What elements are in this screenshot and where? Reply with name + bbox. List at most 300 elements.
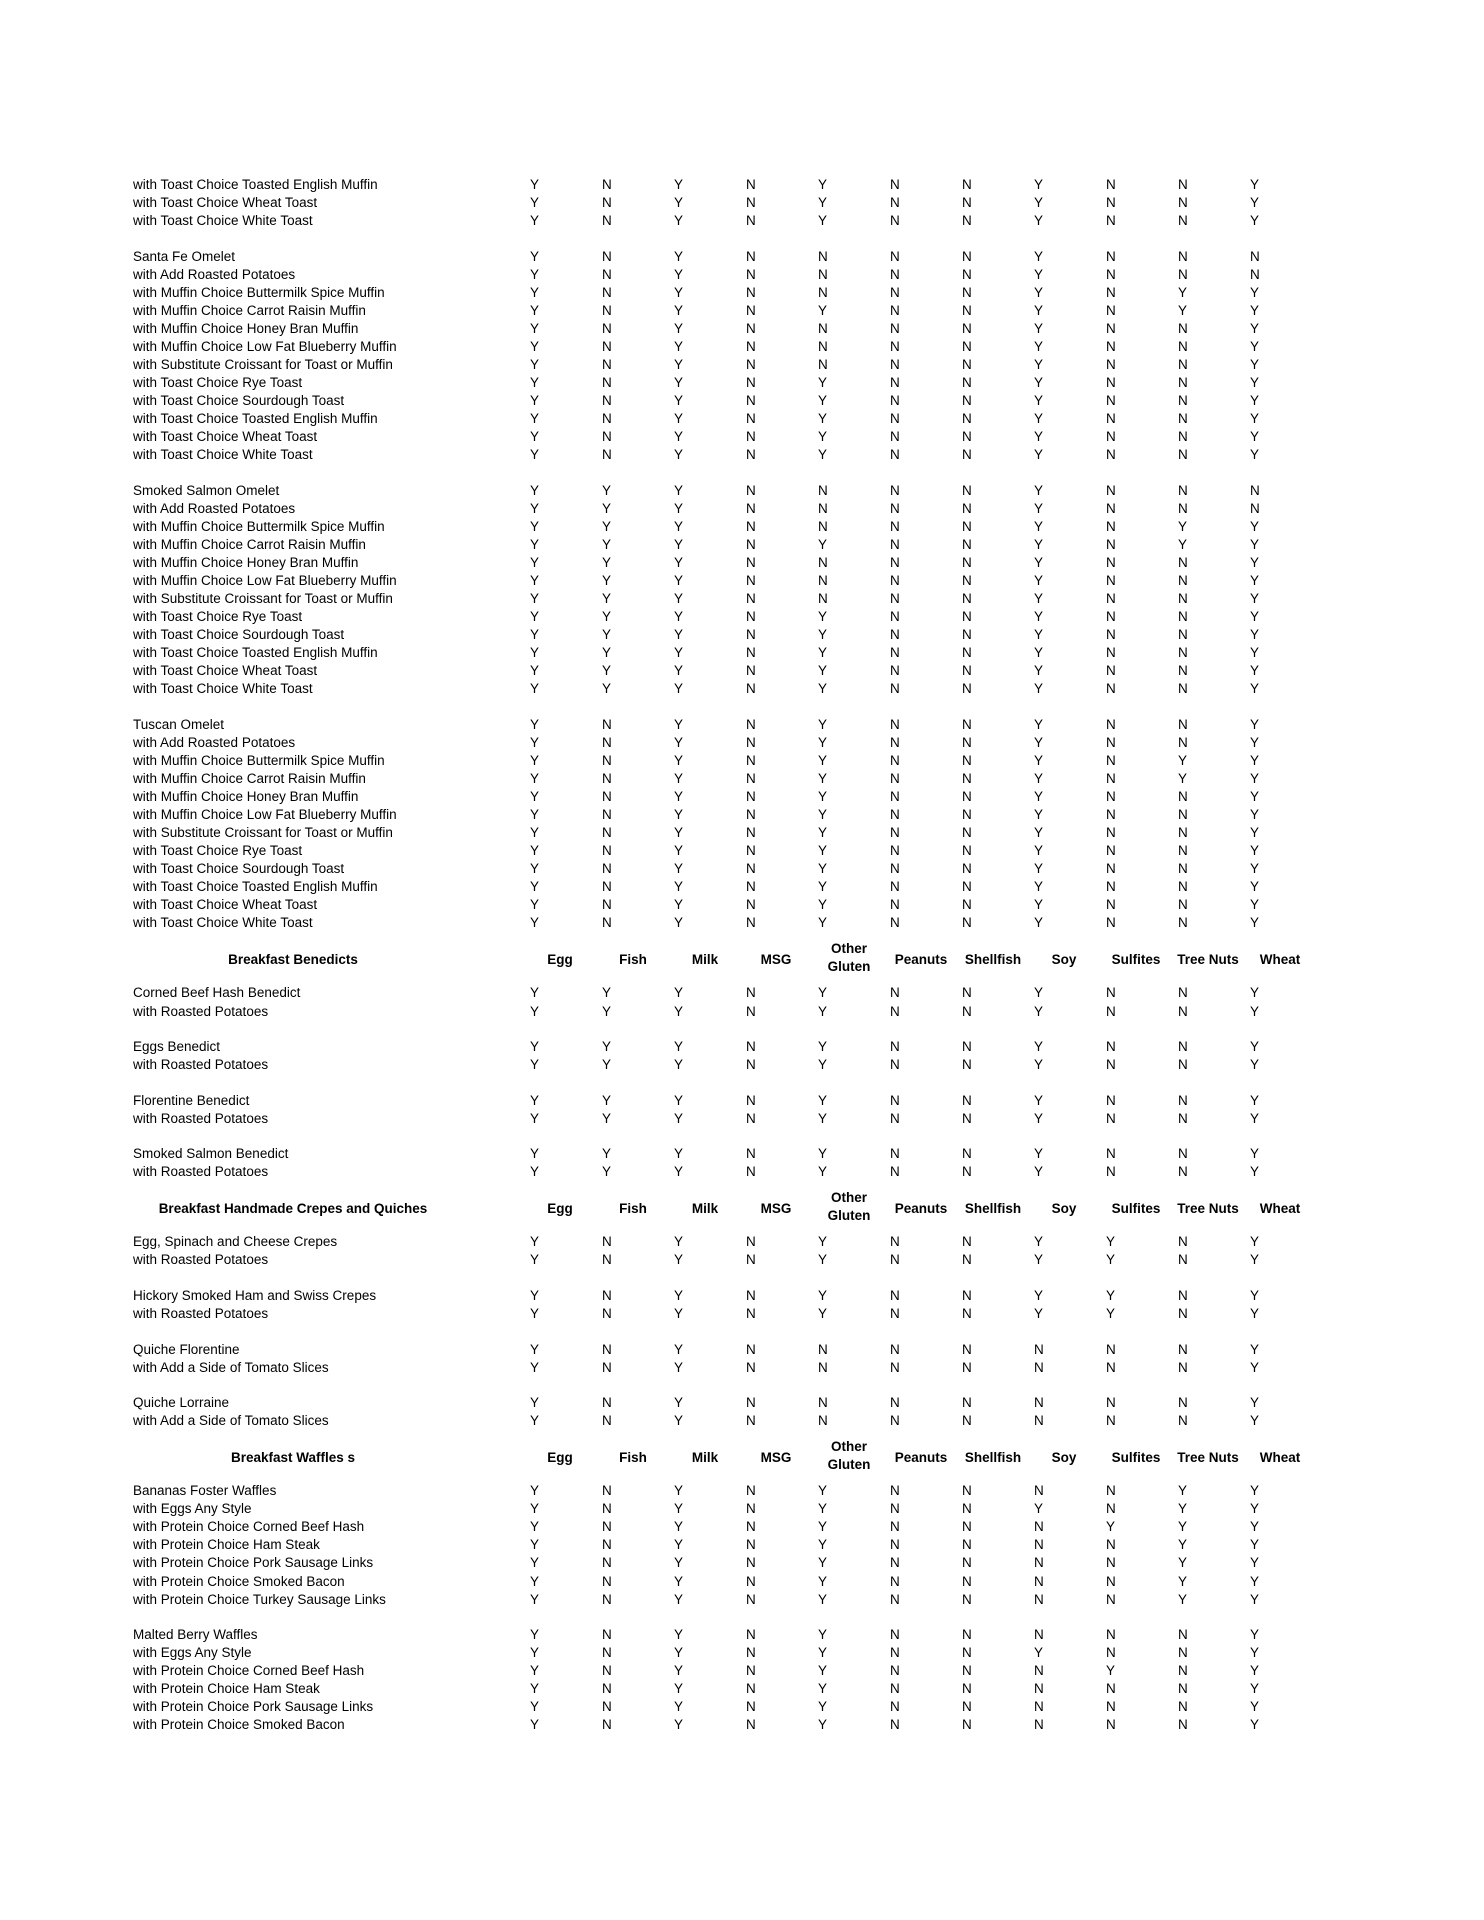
cell-egg: Y [530, 1110, 540, 1126]
cell-fish: Y [602, 500, 612, 516]
cell-milk: Y [674, 1555, 684, 1571]
cell-peanuts: N [890, 861, 900, 877]
cell-peanuts: N [890, 1501, 900, 1517]
cell-shellfish: N [962, 1681, 972, 1697]
cell-other-gluten: Y [818, 1537, 828, 1553]
cell-tree-nuts: N [1178, 915, 1188, 931]
cell-shellfish: N [962, 861, 972, 877]
cell-shellfish: N [962, 843, 972, 859]
cell-msg: N [746, 1341, 756, 1357]
cell-egg: Y [530, 248, 540, 264]
cell-wheat: Y [1250, 663, 1260, 679]
cell-egg: Y [530, 734, 540, 750]
cell-wheat: Y [1250, 807, 1260, 823]
cell-shellfish: N [962, 1252, 972, 1268]
cell-wheat: Y [1250, 429, 1260, 445]
cell-egg: Y [530, 518, 540, 534]
cell-msg: N [746, 1483, 756, 1499]
cell-other-gluten: Y [818, 195, 828, 211]
cell-milk: Y [674, 1663, 684, 1679]
cell-peanuts: N [890, 213, 900, 229]
cell-msg: N [746, 1039, 756, 1054]
cell-tree-nuts: N [1178, 1681, 1188, 1697]
item-label: with Toast Choice Wheat Toast [133, 429, 318, 445]
cell-sulfites: N [1106, 1717, 1116, 1733]
cell-other-gluten: Y [818, 752, 828, 768]
cell-shellfish: N [962, 771, 972, 786]
cell-milk: Y [674, 645, 684, 661]
item-label: with Roasted Potatoes [133, 1164, 269, 1180]
cell-peanuts: N [890, 518, 900, 534]
item-label: with Muffin Choice Honey Bran Muffin [133, 320, 359, 336]
cell-soy: N [1034, 1341, 1044, 1357]
cell-egg: Y [530, 302, 540, 318]
cell-msg: N [746, 1287, 756, 1303]
cell-tree-nuts: N [1178, 879, 1188, 895]
cell-sulfites: N [1106, 1699, 1116, 1715]
cell-sulfites: Y [1106, 1306, 1116, 1321]
cell-milk: Y [674, 807, 684, 823]
cell-other-gluten: Y [818, 411, 828, 427]
cell-sulfites: N [1106, 807, 1116, 823]
cell-wheat: Y [1250, 1003, 1260, 1019]
cell-egg: Y [530, 879, 540, 895]
cell-msg: N [746, 1057, 756, 1073]
cell-fish: N [602, 1234, 612, 1250]
cell-msg: N [746, 1092, 756, 1108]
cell-sulfites: N [1106, 1681, 1116, 1697]
cell-wheat: Y [1250, 1395, 1260, 1411]
table-row [0, 1536, 1484, 1554]
cell-milk: Y [674, 825, 684, 841]
cell-peanuts: N [890, 1039, 900, 1054]
item-label: with Toast Choice Rye Toast [133, 609, 303, 625]
cell-soy: N [1034, 1681, 1044, 1697]
item-label: with Protein Choice Turkey Sausage Links [133, 1591, 386, 1607]
cell-msg: N [746, 338, 756, 354]
section-header [0, 940, 1484, 980]
cell-peanuts: N [890, 357, 900, 372]
cell-tree-nuts: N [1178, 1146, 1188, 1162]
cell-egg: Y [530, 500, 540, 516]
cell-soy: N [1034, 1537, 1044, 1553]
cell-other-gluten: Y [818, 861, 828, 877]
cell-sulfites: N [1106, 248, 1116, 264]
cell-shellfish: N [962, 1663, 972, 1679]
cell-peanuts: N [890, 1110, 900, 1126]
cell-soy: Y [1034, 897, 1044, 913]
cell-fish: Y [602, 555, 612, 570]
cell-msg: N [746, 518, 756, 534]
item-label: with Toast Choice White Toast [133, 915, 313, 931]
cell-shellfish: N [962, 411, 972, 427]
cell-milk: Y [674, 357, 684, 372]
cell-msg: N [746, 1555, 756, 1571]
cell-fish: N [602, 1287, 612, 1303]
table-row [0, 1092, 1484, 1110]
cell-wheat: Y [1250, 1681, 1260, 1697]
column-header-peanuts: Peanuts [894, 1450, 948, 1466]
cell-tree-nuts: N [1178, 663, 1188, 679]
cell-msg: N [746, 393, 756, 409]
cell-wheat: Y [1250, 1483, 1260, 1499]
cell-tree-nuts: N [1178, 555, 1188, 570]
item-label: with Protein Choice Smoked Bacon [133, 1573, 345, 1589]
section-title: Breakfast Handmade Crepes and Quiches [158, 1201, 428, 1217]
cell-sulfites: N [1106, 1483, 1116, 1499]
cell-shellfish: N [962, 985, 972, 1001]
cell-msg: N [746, 985, 756, 1001]
cell-tree-nuts: N [1178, 177, 1188, 192]
cell-milk: Y [674, 879, 684, 895]
cell-msg: N [746, 536, 756, 552]
column-header-msg: MSG [760, 952, 792, 968]
cell-other-gluten: Y [818, 825, 828, 841]
item-label: with Muffin Choice Low Fat Blueberry Muffin [133, 338, 397, 354]
cell-other-gluten: Y [818, 645, 828, 661]
cell-tree-nuts: N [1178, 1717, 1188, 1733]
column-header-wheat: Wheat [1259, 1450, 1301, 1466]
cell-fish: N [602, 177, 612, 192]
table-row [0, 302, 1484, 320]
cell-peanuts: N [890, 1681, 900, 1697]
cell-fish: N [602, 734, 612, 750]
table-row [0, 1287, 1484, 1305]
cell-peanuts: N [890, 1287, 900, 1303]
cell-egg: Y [530, 716, 540, 732]
cell-milk: Y [674, 1483, 684, 1499]
column-header-sulfites: Sulfites [1111, 952, 1161, 968]
table-row [0, 788, 1484, 806]
cell-msg: N [746, 843, 756, 859]
cell-other-gluten: N [818, 357, 828, 372]
cell-soy: Y [1034, 771, 1044, 786]
cell-soy: Y [1034, 985, 1044, 1001]
cell-soy: Y [1034, 1164, 1044, 1180]
cell-wheat: Y [1250, 825, 1260, 841]
item-label: with Muffin Choice Honey Bran Muffin [133, 789, 359, 804]
cell-other-gluten: Y [818, 429, 828, 445]
cell-fish: N [602, 1717, 612, 1733]
cell-wheat: Y [1250, 1627, 1260, 1643]
cell-milk: Y [674, 500, 684, 516]
cell-soy: N [1034, 1627, 1044, 1643]
column-header-milk: Milk [691, 952, 719, 968]
cell-soy: N [1034, 1699, 1044, 1715]
cell-wheat: Y [1250, 302, 1260, 318]
cell-msg: N [746, 429, 756, 445]
cell-fish: N [602, 861, 612, 877]
cell-wheat: Y [1250, 357, 1260, 372]
cell-sulfites: N [1106, 752, 1116, 768]
item-label: with Toast Choice Toasted English Muffin [133, 879, 378, 895]
column-header-peanuts: Peanuts [894, 1201, 948, 1217]
cell-tree-nuts: Y [1178, 536, 1188, 552]
cell-tree-nuts: N [1178, 645, 1188, 661]
cell-fish: N [602, 879, 612, 895]
cell-sulfites: N [1106, 879, 1116, 895]
cell-fish: N [602, 1395, 612, 1411]
cell-wheat: Y [1250, 1413, 1260, 1429]
cell-sulfites: Y [1106, 1252, 1116, 1268]
cell-sulfites: N [1106, 1110, 1116, 1126]
cell-egg: Y [530, 1146, 540, 1162]
cell-peanuts: N [890, 915, 900, 931]
cell-shellfish: N [962, 555, 972, 570]
cell-wheat: Y [1250, 573, 1260, 588]
cell-tree-nuts: N [1178, 825, 1188, 841]
cell-peanuts: N [890, 627, 900, 643]
cell-peanuts: N [890, 500, 900, 516]
cell-milk: Y [674, 609, 684, 625]
cell-tree-nuts: N [1178, 1252, 1188, 1268]
cell-fish: Y [602, 518, 612, 534]
cell-msg: N [746, 213, 756, 229]
cell-soy: N [1034, 1395, 1044, 1411]
cell-egg: Y [530, 1252, 540, 1268]
cell-soy: N [1034, 1519, 1044, 1535]
cell-msg: N [746, 500, 756, 516]
cell-fish: N [602, 716, 612, 732]
cell-shellfish: N [962, 320, 972, 336]
column-header-soy: Soy [1051, 1201, 1077, 1217]
table-row [0, 1680, 1484, 1698]
cell-msg: N [746, 627, 756, 643]
cell-milk: Y [674, 716, 684, 732]
cell-egg: Y [530, 1092, 540, 1108]
cell-peanuts: N [890, 1234, 900, 1250]
cell-peanuts: N [890, 771, 900, 786]
cell-egg: Y [530, 645, 540, 661]
cell-wheat: Y [1250, 320, 1260, 336]
table-row [0, 1341, 1484, 1359]
cell-fish: Y [602, 1146, 612, 1162]
cell-egg: Y [530, 482, 540, 498]
cell-fish: N [602, 1645, 612, 1661]
cell-wheat: Y [1250, 447, 1260, 463]
cell-other-gluten: Y [818, 1645, 828, 1661]
table-row [0, 1251, 1484, 1269]
cell-egg: Y [530, 338, 540, 354]
cell-soy: Y [1034, 302, 1044, 318]
cell-fish: N [602, 1483, 612, 1499]
cell-wheat: Y [1250, 518, 1260, 534]
cell-shellfish: N [962, 1413, 972, 1429]
cell-egg: Y [530, 627, 540, 643]
cell-wheat: Y [1250, 536, 1260, 552]
table-row [0, 284, 1484, 302]
cell-shellfish: N [962, 284, 972, 300]
cell-sulfites: N [1106, 627, 1116, 643]
cell-egg: Y [530, 861, 540, 877]
cell-egg: Y [530, 1699, 540, 1715]
cell-sulfites: N [1106, 177, 1116, 192]
cell-tree-nuts: N [1178, 1645, 1188, 1661]
item-label: with Toast Choice White Toast [133, 447, 313, 463]
cell-wheat: Y [1250, 284, 1260, 300]
cell-wheat: Y [1250, 1645, 1260, 1661]
cell-sulfites: N [1106, 393, 1116, 409]
table-row [0, 806, 1484, 824]
cell-peanuts: N [890, 1252, 900, 1268]
cell-tree-nuts: N [1178, 1413, 1188, 1429]
section-title: Breakfast Benedicts [228, 952, 358, 968]
cell-peanuts: N [890, 1627, 900, 1643]
cell-wheat: Y [1250, 375, 1260, 390]
table-row [0, 194, 1484, 212]
cell-fish: N [602, 1681, 612, 1697]
cell-other-gluten: N [818, 266, 828, 282]
cell-sulfites: N [1106, 843, 1116, 859]
table-row [0, 518, 1484, 536]
table-row [0, 248, 1484, 266]
cell-sulfites: N [1106, 1039, 1116, 1054]
cell-egg: Y [530, 284, 540, 300]
cell-wheat: Y [1250, 1092, 1260, 1108]
cell-other-gluten: N [818, 320, 828, 336]
cell-egg: Y [530, 807, 540, 823]
cell-msg: N [746, 1395, 756, 1411]
table-row [0, 1305, 1484, 1323]
cell-soy: Y [1034, 825, 1044, 841]
table-row [0, 500, 1484, 518]
cell-shellfish: N [962, 1573, 972, 1589]
cell-other-gluten: Y [818, 1287, 828, 1303]
cell-msg: N [746, 447, 756, 463]
cell-other-gluten: Y [818, 1164, 828, 1180]
cell-fish: N [602, 302, 612, 318]
cell-wheat: Y [1250, 213, 1260, 229]
cell-egg: Y [530, 985, 540, 1001]
cell-milk: Y [674, 375, 684, 390]
cell-peanuts: N [890, 1519, 900, 1535]
table-row [0, 716, 1484, 734]
column-header-fish: Fish [619, 1201, 647, 1217]
cell-shellfish: N [962, 645, 972, 661]
cell-tree-nuts: N [1178, 213, 1188, 229]
cell-fish: N [602, 213, 612, 229]
table-row [0, 446, 1484, 464]
cell-tree-nuts: N [1178, 447, 1188, 463]
cell-peanuts: N [890, 1555, 900, 1571]
item-label: Egg, Spinach and Cheese Crepes [133, 1234, 338, 1250]
cell-egg: Y [530, 681, 540, 697]
cell-peanuts: N [890, 266, 900, 282]
cell-soy: Y [1034, 789, 1044, 804]
cell-tree-nuts: N [1178, 1287, 1188, 1303]
cell-msg: N [746, 752, 756, 768]
cell-shellfish: N [962, 663, 972, 679]
cell-wheat: N [1250, 500, 1260, 516]
item-label: with Toast Choice Toasted English Muffin [133, 645, 378, 661]
cell-tree-nuts: N [1178, 411, 1188, 427]
cell-tree-nuts: Y [1178, 1501, 1188, 1517]
cell-soy: Y [1034, 1287, 1044, 1303]
cell-msg: N [746, 897, 756, 913]
cell-sulfites: N [1106, 518, 1116, 534]
cell-milk: Y [674, 482, 684, 498]
cell-other-gluten: Y [818, 1003, 828, 1019]
cell-msg: N [746, 1537, 756, 1553]
table-row [0, 338, 1484, 356]
cell-wheat: Y [1250, 1359, 1260, 1375]
cell-peanuts: N [890, 716, 900, 732]
cell-sulfites: N [1106, 1413, 1116, 1429]
cell-msg: N [746, 320, 756, 336]
cell-shellfish: N [962, 1717, 972, 1733]
cell-sulfites: N [1106, 555, 1116, 570]
table-row [0, 626, 1484, 644]
cell-milk: Y [674, 213, 684, 229]
item-label: with Toast Choice Rye Toast [133, 843, 303, 859]
cell-other-gluten: N [818, 555, 828, 570]
cell-other-gluten: Y [818, 1681, 828, 1697]
cell-shellfish: N [962, 429, 972, 445]
cell-shellfish: N [962, 1627, 972, 1643]
item-label: with Add Roasted Potatoes [133, 500, 296, 516]
table-row [0, 1163, 1484, 1181]
cell-milk: Y [674, 1681, 684, 1697]
cell-sulfites: N [1106, 645, 1116, 661]
cell-fish: N [602, 843, 612, 859]
cell-msg: N [746, 1627, 756, 1643]
cell-peanuts: N [890, 573, 900, 588]
section-title: Breakfast Waffles s [230, 1450, 356, 1466]
cell-wheat: Y [1250, 1501, 1260, 1517]
cell-milk: Y [674, 284, 684, 300]
cell-shellfish: N [962, 591, 972, 606]
cell-sulfites: N [1106, 609, 1116, 625]
cell-soy: Y [1034, 1057, 1044, 1073]
cell-soy: Y [1034, 1039, 1044, 1054]
column-header-egg: Egg [547, 1450, 573, 1466]
cell-peanuts: N [890, 1164, 900, 1180]
cell-egg: Y [530, 1645, 540, 1661]
cell-peanuts: N [890, 1057, 900, 1073]
cell-wheat: Y [1250, 716, 1260, 732]
cell-tree-nuts: N [1178, 266, 1188, 282]
cell-msg: N [746, 1359, 756, 1375]
item-label: Eggs Benedict [133, 1039, 221, 1054]
item-label: with Add Roasted Potatoes [133, 734, 296, 750]
cell-other-gluten: Y [818, 393, 828, 409]
item-label: with Add Roasted Potatoes [133, 266, 296, 282]
item-label: with Muffin Choice Carrot Raisin Muffin [133, 302, 366, 318]
item-label: Smoked Salmon Benedict [133, 1146, 289, 1162]
cell-milk: Y [674, 985, 684, 1001]
cell-tree-nuts: Y [1178, 284, 1188, 300]
cell-soy: Y [1034, 338, 1044, 354]
cell-egg: Y [530, 393, 540, 409]
cell-sulfites: N [1106, 861, 1116, 877]
table-row [0, 860, 1484, 878]
cell-soy: N [1034, 1717, 1044, 1733]
cell-milk: Y [674, 1234, 684, 1250]
cell-tree-nuts: N [1178, 500, 1188, 516]
cell-other-gluten: N [818, 1395, 828, 1411]
cell-egg: Y [530, 663, 540, 679]
cell-tree-nuts: N [1178, 393, 1188, 409]
cell-soy: N [1034, 1555, 1044, 1571]
cell-peanuts: N [890, 1341, 900, 1357]
cell-other-gluten: Y [818, 1234, 828, 1250]
column-header-other-gluten: Other Gluten [827, 1439, 871, 1473]
cell-milk: Y [674, 1164, 684, 1180]
table-row [0, 644, 1484, 662]
cell-sulfites: N [1106, 1627, 1116, 1643]
cell-wheat: Y [1250, 1555, 1260, 1571]
cell-tree-nuts: N [1178, 1627, 1188, 1643]
